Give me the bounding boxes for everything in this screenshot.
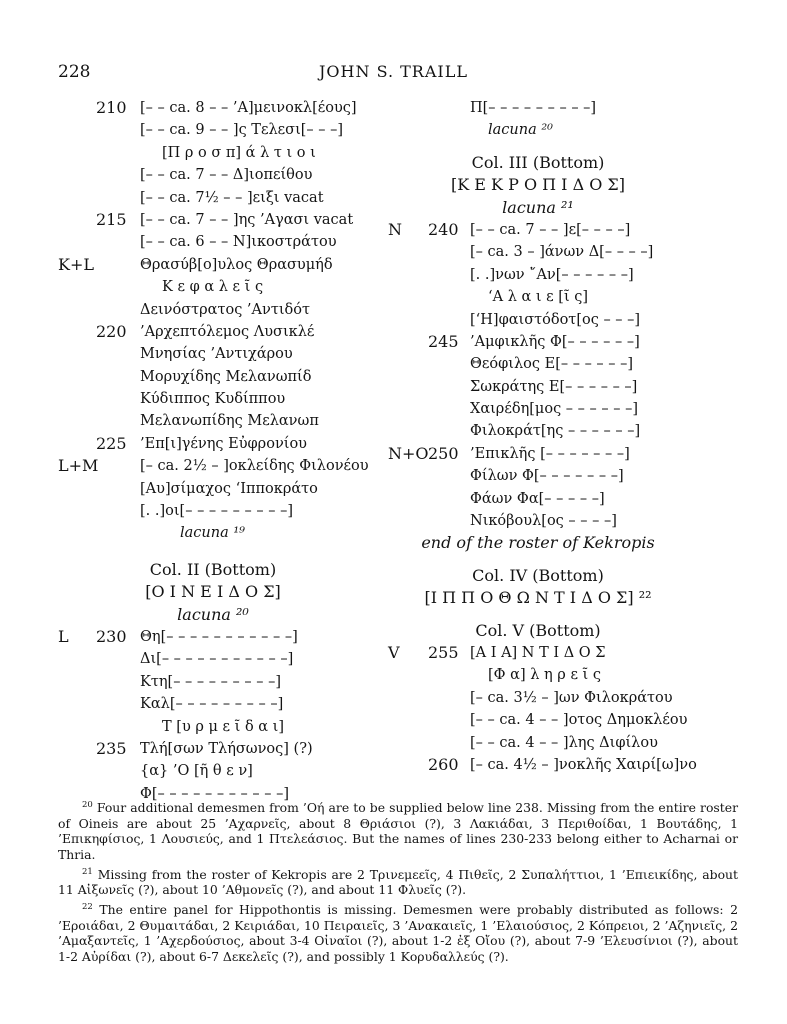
line-text: Κτη[– – – – – – – – –] [140, 673, 281, 690]
tribe-heading-row [388, 174, 748, 196]
inscription-line [58, 716, 393, 738]
line-text: Μελανωπίδης Μελανωπ [140, 413, 319, 430]
column-heading-row [388, 152, 748, 174]
line-text: Χαιρέδη[μος – – – – – –] [470, 401, 638, 418]
line-text: Τ [υ ρ μ ε ῖ δ α ι] [162, 718, 285, 735]
inscription-line [388, 420, 748, 442]
inscription-line [58, 343, 393, 365]
line-text: Φάων Φα[– – – – –] [470, 490, 605, 507]
line-text: Φιλοκράτ[ης – – – – – –] [470, 423, 641, 440]
inscription-line [58, 97, 393, 119]
footnote-number: 21 [82, 866, 93, 877]
inscription-line [58, 119, 393, 141]
tribe-heading: [Κ Ε Κ Ρ Ο Π Ι Δ Ο Σ] [451, 175, 625, 195]
column-heading-row [58, 559, 393, 581]
end-roster-note-row [388, 532, 748, 554]
footnote-text: Four additional demesmen from ’Οή are to be supplied below line 238. Missing from the entire roster of Oineis are about 25 ’Αχαρνεῖς, about 8 Θριάσιοι (?), 3 Λακιάδαι, 3 Περιθοίδαι, 1 Βουτάδης, 1 ’Επικηφίσιος, 1 Λουσιεύς, and 1 Πτελεάσιος. But the names of lines 230-233 belong either to Acharnai or Thria. [58, 800, 738, 862]
inscription-line [388, 309, 748, 331]
footnote-number: 22 [82, 901, 93, 912]
inscription-line [58, 738, 393, 760]
inscription-line [388, 443, 748, 465]
page-number: 228 [58, 62, 91, 82]
line-text: ’Επικλῆς [– – – – – – –] [470, 445, 630, 462]
line-number: 235 [96, 738, 127, 758]
inscription-line [58, 760, 393, 782]
line-text: Κ ε φ α λ ε ῖ ς [162, 279, 264, 296]
inscription-line [58, 410, 393, 432]
line-number: 230 [96, 626, 127, 646]
inscription-line [388, 642, 748, 664]
line-number: 240 [428, 219, 459, 239]
inscription-line [58, 254, 393, 276]
inscription-line [388, 732, 748, 754]
fragment-marker: N [388, 219, 402, 239]
fragment-marker: L+M [58, 456, 99, 476]
footnote-text: Missing from the roster of Kekropis are 2 Τρινεμεεῖς, 4 Πιθεῖς, 2 Συπαλήττιοι, 1 ’Επιεικίδης, about 11 Αἰξωνεῖς (?), about 10 ’Αθμονεῖς (?), and about 11 Φλυεῖς (?). [58, 866, 738, 898]
line-text: [– – ca. 7 – – ]ε[– – – –] [470, 221, 631, 238]
line-number: 225 [96, 433, 127, 453]
line-text: Νικόβουλ[ος – – – –] [470, 513, 617, 530]
line-text: [– – ca. 7½ – – ]ειξι vacat [140, 189, 324, 206]
lacuna-note-row [388, 197, 748, 219]
line-text: [– ca. 4½ – ]νοκλῆς Χαιρί[ω]νο [470, 756, 697, 773]
footnote-text: The entire panel for Hippothontis is missing. Demesmen were probably distributed as follows: 2 ’Εροιάδαι, 2 Θυμαιτάδαι, 2 Κειριάδαι, 10 Πειραιεῖς, 3 ’Ανακαιεῖς, 1 ’Ελαιούσιος, 2 Κόπρειοι, 2 ’Αζηνιεῖς, 2 ’Αμαξαντεῖς, 1 ’Αχερδούσιος, about 3-4 Οἰναῖοι (?), about 1-2 ἐξ Οἴου (?), about 7-9 ’Ελευσίνιοι (?), about 1-2 Αὐρίδαι (?), about 6-7 Δεκελεῖς (?), and possibly 1 Κορυδαλλεύς (?). [58, 901, 738, 964]
fragment-marker: N+O [388, 443, 429, 463]
inscription-line [388, 664, 748, 686]
inscription-line [58, 648, 393, 670]
line-text: ’Αμφικλῆς Φ[– – – – – –] [470, 333, 640, 350]
line-text: Δεινόστρατος ’Αντιδότ [140, 301, 311, 318]
tribe-heading: [Ι Π Π Ο Θ Ω Ν Τ Ι Δ Ο Σ] ²² [424, 588, 652, 608]
footnote [58, 900, 738, 965]
inscription-line [58, 671, 393, 693]
line-text: Καλ[– – – – – – – – –] [140, 696, 284, 713]
line-text: [‘Η]φαιστόδοτ[ος – – –] [470, 311, 641, 328]
inscription-line [58, 626, 393, 648]
inscription-line [58, 500, 393, 522]
line-text: Φ[– – – – – – – – – – –] [140, 785, 290, 802]
line-text: [– – ca. 7 – – ]ης ’Αγασι vacat [140, 211, 354, 228]
footnote [58, 865, 738, 898]
inscription-line [58, 209, 393, 231]
inscription-line [388, 331, 748, 353]
line-text: Θρασύβ[ο]υλος Θρασυμήδ [140, 256, 333, 273]
inscription-line [388, 754, 748, 776]
lacuna-note: lacuna ²¹ [502, 197, 574, 217]
inscription-line [388, 219, 748, 241]
inscription-line [58, 187, 393, 209]
line-text: Κύδιππος Κυδίππου [140, 391, 286, 408]
spacer [58, 545, 393, 559]
inscription-line [388, 687, 748, 709]
line-text: Θη[– – – – – – – – – – –] [140, 628, 298, 645]
line-text: Δι[– – – – – – – – – – –] [140, 651, 294, 668]
inscription-line [388, 286, 748, 308]
spacer [388, 610, 748, 620]
line-number: 255 [428, 642, 459, 662]
inscription-line [58, 522, 393, 544]
line-number: 215 [96, 209, 127, 229]
inscription-line [58, 276, 393, 298]
line-text: ‘Α λ α ι ε [ῖ ς] [488, 289, 589, 306]
inscription-line [388, 488, 748, 510]
line-text: Μορυχίδης Μελανωπίδ [140, 368, 312, 385]
line-text: [– – ca. 6 – – Ν]ικοστράτου [140, 234, 337, 251]
tribe-heading-row [388, 587, 748, 609]
column-heading-row [388, 565, 748, 587]
inscription-line [58, 455, 393, 477]
line-text: Τλή[σων Τλήσωνος] (?) [140, 740, 313, 757]
line-text: [Φ α] λ η ρ ε ῖ ς [488, 667, 601, 684]
inscription-line [58, 366, 393, 388]
lacuna-note: lacuna ²⁰ [177, 604, 249, 624]
line-text: [. .]νων ῎Αν[– – – – – –] [470, 266, 634, 283]
line-text: ’Επ[ι]γένης Εὐφρονίου [140, 435, 307, 452]
line-text: [. .]οι[– – – – – – – – –] [140, 503, 293, 520]
line-text: lacuna ¹⁹ [180, 525, 245, 542]
line-number: 260 [428, 754, 459, 774]
line-text: Π[– – – – – – – – –] [470, 100, 597, 116]
line-text: ’Αρχεπτόλεμος Λυσικλέ [140, 323, 315, 340]
column-heading: Col. III (Bottom) [471, 152, 605, 172]
line-text: [Π ρ ο σ π] ά λ τ ι ο ι [162, 144, 316, 161]
line-text: Θεόφιλος Ε[– – – – – –] [470, 356, 634, 373]
column-heading: Col. IV (Bottom) [472, 565, 604, 585]
line-text: Φίλων Φ[– – – – – – –] [470, 468, 624, 485]
inscription-line [58, 164, 393, 186]
running-title: JOHN S. TRAILL [319, 62, 468, 81]
inscription-line [388, 97, 748, 119]
line-text: [– – ca. 4 – – ]λης Διφίλου [470, 734, 658, 751]
spacer [388, 555, 748, 565]
inscription-line [388, 353, 748, 375]
inscription-line [388, 709, 748, 731]
fragment-marker: V [388, 642, 400, 662]
line-number: 210 [96, 98, 127, 117]
fragment-marker: L [58, 626, 69, 646]
inscription-line [388, 376, 748, 398]
line-number: 245 [428, 331, 459, 351]
column-heading: Col. V (Bottom) [475, 620, 601, 640]
inscription-line [58, 693, 393, 715]
inscription-line [58, 299, 393, 321]
inscription-line [388, 241, 748, 263]
line-text: Μνησίας ’Αντιχάρου [140, 346, 293, 363]
fragment-marker: K+L [58, 254, 94, 274]
footnote-number: 20 [82, 800, 93, 810]
line-text: Σωκράτης Ε[– – – – – –] [470, 378, 638, 395]
page-header [0, 62, 787, 86]
line-text: [Αυ]σίμαχος ‘Ιπποκράτο [140, 480, 318, 497]
line-text: lacuna ²⁰ [488, 122, 553, 139]
line-text: [– – ca. 8 – – ’Α]μεινοκλ[έους] [140, 100, 357, 116]
line-text: [– – ca. 4 – – ]οτος Δημοκλέου [470, 712, 688, 729]
line-text: [– ca. 3½ – ]ων Φιλοκράτου [470, 689, 673, 706]
inscription-line [388, 119, 748, 141]
inscription-line [58, 478, 393, 500]
line-text: [– ca. 2½ – ]οκλείδης Φιλονέου [140, 458, 369, 475]
line-text: [– – ca. 9 – – ]ς Τελεσι[– – –] [140, 122, 344, 139]
footnote [58, 798, 738, 863]
line-text: [– ca. 3 – ]άνων Δ[– – – –] [470, 244, 654, 261]
inscription-line [58, 433, 393, 455]
spacer [388, 142, 748, 152]
lacuna-note-row [58, 604, 393, 626]
footnotes [58, 798, 738, 966]
line-text: [Α Ι Α] Ν Τ Ι Δ Ο Σ [470, 644, 606, 661]
line-text: [– – ca. 7 – – Δ]ιοπείθου [140, 167, 313, 184]
inscription-line [58, 388, 393, 410]
inscription-line [388, 264, 748, 286]
inscription-line [388, 398, 748, 420]
inscription-line [388, 510, 748, 532]
right-column [388, 97, 748, 776]
line-number: 250 [428, 443, 459, 463]
line-number: 220 [96, 321, 127, 341]
left-column [58, 97, 393, 805]
column-heading-row [388, 620, 748, 642]
end-roster-note: end of the roster of Kekropis [421, 533, 655, 553]
inscription-line [388, 465, 748, 487]
inscription-line [58, 142, 393, 164]
line-text: {α} ’Ο [ῆ θ ε ν] [140, 763, 253, 780]
tribe-heading-row [58, 581, 393, 603]
column-heading: Col. II (Bottom) [149, 559, 277, 579]
inscription-line [58, 321, 393, 343]
tribe-heading: [Ο Ι Ν Ε Ι Δ Ο Σ] [145, 582, 281, 602]
inscription-line [58, 231, 393, 253]
